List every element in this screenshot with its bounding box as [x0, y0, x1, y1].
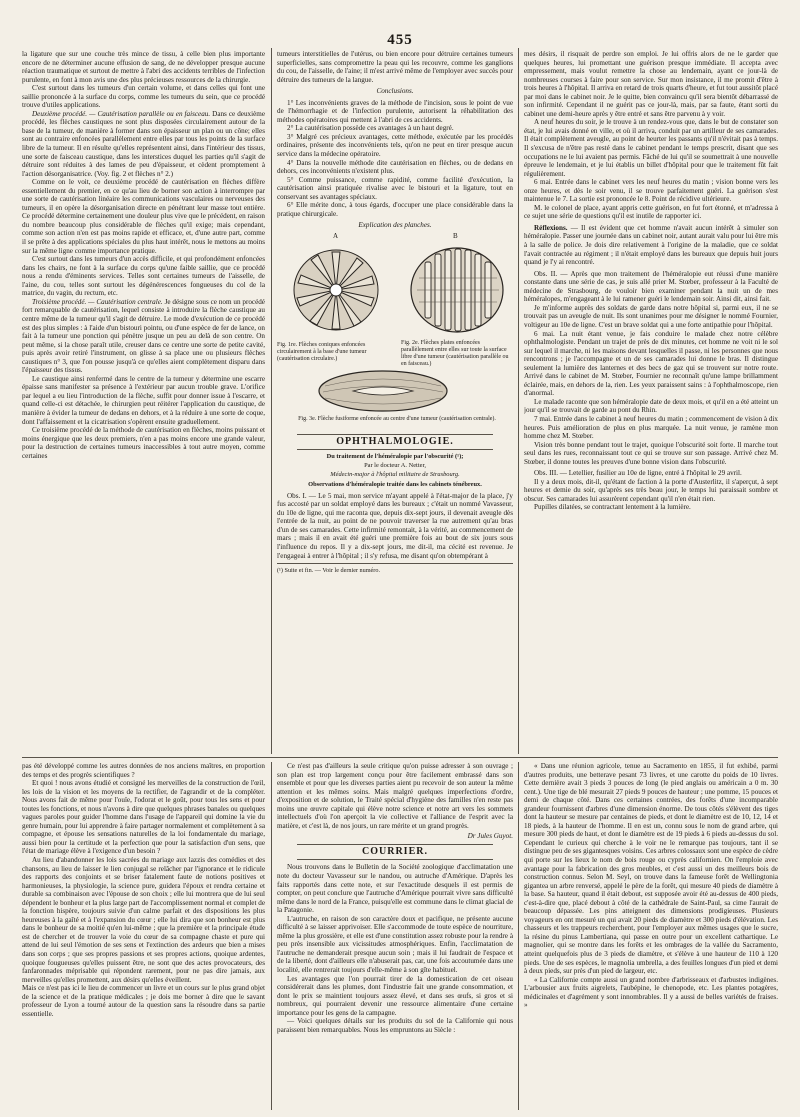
column-2 [277, 50, 513, 753]
conclusion-item: 6° Elle mérite donc, à tous égards, d'occuper une place considérable dans la pratique chirurgicale. [277, 201, 513, 218]
divider [297, 434, 493, 435]
column-3 [524, 50, 778, 753]
divider [297, 859, 493, 860]
paragraph: C'est surtout dans les tumeurs d'un accès difficile, et qui profondément enfoncées dans les chairs, ne font à la surface du corps qu'une faible saillie, que ce procédé nous a rendu d'éminents services. Telles sont certaines tumeurs de l'aisselle, de l'aine, du cou, telles sont surtout les dégénérescences fongueuses du col de la matrice, du vagin, du rectum, etc. [22, 255, 265, 298]
signature: Dr Jules Guyot. [467, 832, 513, 841]
paragraph: Je m'informe auprès des soldats de garde dans notre hôpital si, parmi eux, il ne se trouvait pas un aveugle de nuit. Ils sont unanimes pour me désigner le nommé Fournier, voltigeur au 10e de ligne. C'est un brave soldat qui a une forte antipathie pour l'hôpital. [524, 303, 778, 329]
footnote: (¹) Suite et fin. — Voir le dernier numéro. [277, 567, 381, 575]
divider [277, 563, 513, 564]
paragraph: Comme on le voit, ce deuxième procédé de cautérisation en flèches diffère essentiellement du premier, en ce qu'au lieu de borner son action à interrompre par une sorte de cautérisation linéaire les communications vasculaires ou nerveuses des tumeurs, il en opère la désorganisation directe en pénétrant leur masse tout entière. Ce procédé détermine certainement une douleur plus vive que le précédent, en raison du nombre beaucoup plus considérable de flèches qu'il exige; mais cependant, comme son action n'en est pas moins rapide et efficace, et, d'une autre part, comme il se prête à des applications spéciales du plus haut intérêt, nous le mettons au moins sur la même ligne comme importance pratique. [22, 178, 265, 255]
article-author-role: Médecin-major à l'hôpital militaire de Strasbourg. [330, 470, 460, 478]
conclusion-item: 5° Comme puissance, comme rapidité, comme facilité d'exécution, la cautérisation ainsi pratiquée rivalise avec le bistouri et la ligature, tout en conservant ses avantages spéciaux. [277, 175, 513, 201]
paragraph: pas été développé comme les autres données de nos anciens maîtres, en proportion des temps et des progrès scientifiques ? [22, 762, 265, 779]
paragraph: Pupilles dilatées, se contractant lentement à la lumière. [534, 503, 691, 512]
paragraph: A neuf heures du soir, je le trouve à un rendez-vous que, dans le but de constater son état, je lui avais donné en ville, et où il arriva, conduit par un artilleur de ses camarades. Il était complètement aveugle, au point de heurter les passants qu'il n'évitait pas à temps. Il s'excusa de n'être pas resté dans le cabinet pendant le temps prescrit, disant que ses occupations ne le lui avaient pas permis. Fâché de lui qu'il se soumettrait à une nouvelle épreuve le lendemain, et je lui établis un billet d'hôpital pour que le traitement fût fait régulièrement. [524, 118, 778, 178]
figure-1-caption: Fig. 1re. Flèches coniques enfoncées circulairement à la base d'une tumeur (cautérisation circulaire.) [277, 341, 367, 362]
paragraph: « Dans une réunion agricole, tenue au Sacramento en 1855, il fut exhibé, parmi d'autres produits, une betterave pesant 73 livres, et une carotte du poids de 10 livres. Cette dernière avait 3 pieds 3 pouces de long (le pied anglais ou américain a 0 m. 30 cent.). Une tige de blé mesurait 27 pieds 9 pouces de hauteur ; une pomme, 15 pouces et demi de chaque côté. Dans ces certaines contrées, des forêts d'une incomparable grandeur fournissent d'arbres d'une dimension énorme. De tous côtés s'élèvent des tiges dont la hauteur se mesure par centaines de pieds, et dont le diamètre est de 10, 12, 14 et 18 pieds, à la hauteur de l'homme. Il en est un, connu sous le nom de grand arbre, qui mesure 300 pieds de haut, et dont le diamètre est de 19 pieds à 6 pieds au-dessus du sol. Cependant le curieux qui cherche à le voir ne le remarque pas toujours, tant il se distingue peu de ses gigantesques voisins. Ces arbres colossaux sont une espèce de cèdre qui porte sur les lieux le nom de bois rouge ou cyprès californien. On l'emploie avec avantage pour la fabrication des gros meubles, et c'est aussi un des meilleurs bois de construction connus. Selon M. Seyl, on trouve dans la fameuse forêt de Wellingtonia gigantea un arbre renversé, appelé le père de la forêt, qui mesure 40 pieds de diamètre à la base. Sa hauteur, quand il était debout, est supposée avoir été au-dessus de 400 pieds, c'est-à-dire que, placé debout à côté de la cathédrale de Saint-Paul, sa cime l'aurait de beaucoup dépassée. Les pins atteignent des dimensions prodigieuses. Plusieurs voyageurs en ont mesuré un qui avait 20 pieds de diamètre et 300 pieds d'élévation. Les chasseurs et les trappeurs recherchent, pour l'employer aux mêmes usages que le sucre, la résine du pinus Lambertiana, qui passe en outre pour un excellent cathartique. Le magnolier, qui se montre dans les forêts et les ombrages de la vallée du Sacramento, atteint quelquefois plus de 3 pieds de diamètre, et s'élève à une hauteur de 110 à 120 pieds. Une de ses espèces, le magnolia umbrella, a des feuilles longues d'un pied et demi à deux pieds, sur près d'un pied de largeur, etc. [524, 762, 778, 976]
figures-plate [277, 232, 513, 422]
bottom-column-2 [277, 762, 513, 1110]
figure-2-caption: Fig. 2e. Flèches plates enfoncées parallèlement entre elles sur toute la surface libre d'une tumeur (cautérisation parallèle ou en faisceau.) [401, 339, 509, 367]
figure-1-illustration [281, 238, 391, 338]
paragraph: 7 mai. Entrée dans le cabinet à neuf heures du matin ; commencement de vision à dix heures. Puis amélioration de plus en plus marquée. La nuit venue, je ramène mon homme chez M. Stœber. [524, 414, 778, 441]
section-title-ophthalmologie: OPHTHALMOLOGIE. [336, 435, 454, 447]
figure-2-illustration [405, 238, 509, 338]
column-rule [271, 762, 272, 1110]
paragraph: L'autruche, en raison de son caractère doux et pacifique, ne présente aucune difficulté à se laisser apprivoiser. Elle s'accommode de toute espèce de nourriture, même la plus grossière, et elle est d'une constitution assez robuste pour la rendre à peu près insensible aux vicissitudes atmosphériques. Enfin, l'acclimatation de l'autruche ne demanderait presque aucun soin ; mais il lui faudrait de l'espace et de la liberté, dont d'ailleurs elle n'abuserait pas, car, une fois accoutumée dans une localité, elle rentrerait toujours d'elle-même à son gîte habituel. [277, 914, 513, 975]
figure-label-a: A [333, 231, 339, 240]
column-1 [22, 50, 265, 753]
paragraph-text: — Il est évident que cet homme n'avait aucun intérêt à simuler son héméralopie. Passer une journée dans un cabinet noir, autant aurait valu pour lui être mis à la salle de police. Je dois dire relativement à l'origine de la maladie, que ce soldat l'avait contractée au régiment ; il n'était employé dans les bureaux que depuis huit jours quand je l'y ai rencontré. [524, 223, 778, 267]
paragraph: Ce troisième procédé de la méthode de cautérisation en flèches, moins puissant et moins énergique que les deux premiers, n'en a pas moins encore une grande valeur, pour la destruction de certaines tumeurs inaccessibles à tout autre moyen, comme certaines [22, 426, 265, 460]
paragraph: « La Californie compte aussi un grand nombre d'arbrisseaux et d'arbustes indigènes. L'arbousier aux fruits aigrelets, l'aubépine, le chenopode, etc. Les plantes potagères, médicinales et d'agrément y sont innombrables. Il y a aussi de belles variétés de fraises. » [524, 975, 778, 1010]
paragraph: Le caustique ainsi renfermé dans le centre de la tumeur y détermine une escarre épaisse sans manifester sa présence à l'extérieur par aucun trouble grave. L'orifice par lequel a eu lieu l'introduction de la flèche, suffit pour donner issue à l'escarre, et quand celle-ci est détachée, le chirurgien peut réitérer l'application du caustique, de manière à évider la tumeur de dedans en dehors, et à la réduire à une sorte de coque, dont l'affaissement et la cicatrisation s'opèrent ensuite graduellement. [22, 374, 265, 426]
paragraph: Il y a deux mois, dit-il, qu'étant de faction à la porte d'Austerlitz, il s'aperçut, à sept heures et demie du soir, qu'après ses très beau jour, le temps lui paraissait sombre et obscur. Ses camarades lui assurèrent cependant qu'il n'en était rien. [524, 477, 778, 503]
column-rule [518, 48, 519, 754]
paragraph: Nous trouvons dans le Bulletin de la Société zoologique d'acclimatation une note du docteur Vavasseur sur le nandou, ou autruche d'Amérique. D'après les faits rapportés dans cette note, et sur l'exactitude desquels il est permis de compter, on peut conclure que l'autruche d'Amérique pourrait vivre sans difficulté même dans le nord de la France, puisqu'elle est commune dans le climat glacial de la Patagonie. [277, 863, 513, 915]
paragraph-text: Dans ce deuxième procédé, les flèches caustiques ne sont plus disposées circulairement autour de la base de la tumeur, de manière à former dans son épaisseur un plan ou un cône; elles sont au contraire enfoncées parallèlement entre elles par tous les points de la surface libre de la tumeur. Il en résulte qu'elles représentent ainsi, dans l'intérieur des tissus, une sorte de faisceau caustique, dans les interstices duquel les parties qu'il s'agit de détruire sont réduites à des lames de peu d'épaisseur, et cèdent promptement à l'action désorganisatrice. (Voy. fig. 2 et flèches n° 2.) [22, 109, 265, 178]
paragraph: Vision très bonne pendant tout le trajet, quoique l'obscurité soit forte. Il marche tout seul dans les rues, reconnaissant tout ce qui se trouve sur son passage. Arrivé chez M. Stœber, il donne toutes les preuves d'une bonne vision dans l'obscurité. [524, 440, 778, 466]
paragraph-text: Je désigne sous ce nom un procédé fort remarquable de cautérisation, lequel consiste à introduire la flèche caustique au centre même de la tumeur qu'il s'agit de détruire. Le mode d'exécution de ce procédé est des plus simples : à l'aide d'un bistouri pointu, ou d'une espèce de fer de lance, on fait à la tumeur une ponction qui pénètre jusque un peu au delà de son centre. On peut même, si la chose paraît utile, creuser dans ce centre une sorte de petite cavité, puis après avoir retiré l'instrument, on glisse à sa place une ou plusieurs flèches caustiques n° 3, que l'on pousse jusqu'à ce qu'elles aient complètement disparu dans l'épaisseur des tissus. [22, 297, 265, 375]
section-title-courrier: COURRIER. [362, 845, 428, 857]
paragraph: Le malade raconte que son héméralopie date de deux mois, et qu'il en a été atteint un jour qu'il se trouvait de garde au pont du Rhin. [524, 397, 778, 415]
observation-2: Obs. II. — Après que mon traitement de l'héméralopie eut réussi d'une manière constante dans une série de cas, je suis allé prier M. Stœber, professeur à la Faculté de médecine de Strasbourg, de vouloir bien examiner pendant la nuit un de mes héméralopes, m'engageant à le lui ramener guéri le lendemain soir. Ainsi dit, ainsi fait. [524, 269, 778, 304]
paragraph: C'est surtout dans les tumeurs d'un certain volume, et dans celles qui font une saillie prononcée à la surface du corps, comme les tumeurs du sein, que ce procédé trouve d'utiles applications. [22, 84, 265, 110]
paragraph: — Voici quelques détails sur les produits du sol de la Californie qui nous paraissent bien remarquables. Nous les empruntons au Siècle : [277, 1017, 513, 1034]
paragraph: 6 mai. La nuit étant venue, je fais conduire le malade chez notre célèbre ophthalmologiste. Pendant un trajet de près de dix minutes, cet homme ne voit ni le sol sur lequel il marche, ni les maisons devant lesquelles il passe, ni les personnes que nous rencontrons ; je l'accompagne et un de ses camarades lui donne le bras. Il distingue seulement la lumière des lanternes et des becs de gaz qui se trouvent sur notre route. Arrivé dans le cabinet de M. Stœber, Fournier ne reconnaît qu'une lampe brillamment éclairée, mais, en dehors de la, rien. Les yeux paraissent sains : à l'ophthalmoscope, rien d'anormal. [524, 329, 778, 398]
divider [297, 449, 493, 450]
plates-title: Explication des planches. [358, 221, 432, 230]
conclusions-title: Conclusions. [376, 87, 414, 96]
article-author: Par le docteur A. Netter, [364, 462, 426, 470]
page-number: 455 [387, 32, 413, 48]
figure-3-illustration [313, 368, 453, 414]
figure-label-b: B [453, 231, 458, 240]
paragraph: Au lieu d'abandonner les lois sacrées du mariage aux lazzis des comédies et des chansons, au lieu de laisser le lien conjugal se relâcher par l'ignorance et le ridicule des rapports des conjoints et se briser fatalement faute de notions positives et harmonieuses, la physiologie, la science pure, guidera l'époux et rendra certaine et durable sa combinaison avec l'épouse de son choix ; elle lui montrera que de lui seul dépendent le bonheur et la plus large part de l'accomplissement normal et complet de la fonction hispère, toujours suivie d'un calme parfait et des dispositions les plus heureuses à la gaîté et à l'expansion du cœur ; elle lui dira que son bonheur est plus dans le bonheur de sa moitié qu'en lui-même ; que la première et la principale étude est de chercher et de trouver la voie du cœur de sa compagne chaste et pure qui attend de lui seul l'émotion de ses sens et l'extinction des ardeurs que bien a mises dans son corps ; que ses propres passions et ses propres actions, quoique ardentes, quoique fougueuses qu'elles puissent être, ne sont que des actes provocateurs, des fanfaronnades méprisable qui répondent rarement, pour ne pas dire jamais, aux merveilles qu'elles promettent, aux désirs qu'elles éveillent. [22, 856, 265, 984]
reflections-title: Réflexions. [534, 223, 568, 232]
bottom-column-3 [524, 762, 778, 1110]
paragraph: Ce n'est pas d'ailleurs la seule critique qu'on puisse adresser à son ouvrage ; son plan est trop largement conçu pour être facilement embrassé dans son ensemble et pour que les diverses parties aient pu recevoir de son auteur la même attention et les mêmes soins. Mais malgré quelques imperfections d'ordre, d'exposition et de solution, le Traité spécial d'hygiène des familles n'en reste pas moins une œuvre capitale qui élève notre science et notre art vers les sommets intellectuels d'où l'on aperçoit la vie collective et l'alliance de l'esprit avec la matière, et c'est là, de nos jours, un rare mérite et un grand progrès. [277, 762, 513, 830]
observation-3: Obs. III. — Letellier, fusilier au 10e de ligne, entré à l'hôpital le 29 avril. [534, 469, 742, 478]
figure-3-caption: Fig. 3e. Flèche fusiforme enfoncée au centre d'une tumeur (cautérisation centrale). [298, 415, 496, 422]
paragraph: tumeurs interstitielles de l'utérus, ou bien encore pour détruire certaines tumeurs superficielles, sans compromettre la peau qui les recouvre, comme les ganglions du cou, de l'aisselle, de l'aine; il m'est arrivé même de l'employer avec succès pour détruire des tumeurs de la langue. [277, 50, 513, 84]
procedure-title: Troisième procédé. — Cautérisation centrale. [32, 297, 163, 306]
paragraph [22, 298, 265, 375]
conclusion-item: 3° Malgré ces précieux avantages, cette méthode, exécutée par les procédés ordinaires, présente des inconvénients tels, qu'on ne peut en tirer presque aucun service dans la médecine opératoire. [277, 132, 513, 159]
procedure-title: Deuxième procédé. — Cautérisation parallèle ou en faisceau. [32, 109, 211, 118]
column-rule [271, 48, 272, 754]
conclusion-item: 2° La cautérisation possède ces avantages à un haut degré. [287, 124, 454, 133]
paragraph: la ligature que sur une couche très mince de tissu, à celle bien plus importante encore de ne déterminer aucune effusion de sang, de ne développer presque aucune réaction traumatique et surtout de mettre à l'abri des accidents terribles de l'infection purulente, en font à mon avis une des plus précieuses ressources de la chirurgie. [22, 50, 265, 84]
paragraph [524, 224, 778, 267]
observation-1: Obs. I. — Le 5 mai, mon service m'ayant appelé à l'état-major de la place, j'y fus accosté par un soldat employé dans les bureaux ; c'était un nommé Vavasseur, du 10e de ligne, qui me raconta que, depuis dix-sept jours, il devenait aveugle dès l'entrée de la nuit, au point de ne pouvoir traverser la rue autrement qu'au bras d'un de ses camarades. Cette infirmité remontait, à la vérité, au commencement de mars ; mais il en avait été guéri une première fois au bout de six jours sous l'influence du repos. Il y a dix-sept jours, me dit-il, ma cécité est revenue. Je l'engageai à entrer à l'hôpital ; il s'y refusa, me disant qu'on obtempérant à [277, 491, 513, 560]
paragraph: mes désirs, il risquait de perdre son emploi. Je lui offris alors de ne le garder que quelques heures, lui promettant une guérison presque immédiate. Il accepta avec empressement, mais voulut remettre la chose au lendemain, ayant ce jour-là de nombreuses courses à faire pour son service. Sur mon insistance, il me promit d'être à trois heures à l'hôpital. Il arriva en retard de trois quarts d'heure, et fut tout aussitôt placé par moi dans le cabinet noir. Je le quitte, bien convaincu qu'il sera bientôt débarrassé de son infirmité. Cependant il ne guérit pas ce jour-là, mais, par sa faute, étant sorti du cabinet une demi-heure après y être entré et sans être parvenu à y voir. [524, 50, 778, 118]
observations-title: Observations d'héméralopie traitée dans les cabinets ténébreux. [308, 481, 482, 489]
paragraph: Et quoi ! nous avons étudié et consigné les merveilles de la construction de l'œil, les lois de la vision et les moyens de la rectifier, de l'agrandir et de la compléter. Nous avons fait de même pour l'ouïe, l'odorat et le goût, pour tous les sens et pour toutes les fonctions, et nous n'avons à dire que quelques phrases banales ou quelques vagues paroles pour guider l'homme dans l'usage de l'appareil qui domine la vie du genre humain, pour lui apprendre à faire partager normalement et complètement à sa compagne, et épouse les sensations naturelles de la loi fondamentale du mariage, aussi bien pour la certitude et la perfection que pour la satisfaction d'un sens, que l'état de mariage élève à l'exigence d'un besoin ? [22, 779, 265, 856]
paragraph [22, 110, 265, 178]
bottom-column-1 [22, 762, 265, 1110]
paragraph: M. le colonel de place, ayant appris cette guérison, en fut fort étonné, et m'adressa à ce sujet une série de questions qu'il est inutile de rapporter ici. [524, 203, 778, 221]
paragraph: Les avantages que l'on pourrait tirer de la domestication de cet oiseau considérerait dans les plumes, dont l'industrie fait une grande consommation, et dont le prix se maintient toujours assez élevé, et dans ses œufs, si gros et si nombreux, qui pourraient devenir une ressource alimentaire d'une certaine importance pour les gens de la campagne. [277, 974, 513, 1017]
paragraph: 6 mai. Entrée dans le cabinet vers les neuf heures du matin ; vision bonne vers les onze heures, et dès le soir venu, il se trouve parfaitement guéri. La guérison s'est maintenue le 7. La sortie est prononcée le 8. Point de récidive ultérieure. [524, 178, 778, 204]
divider [297, 844, 493, 845]
column-rule [518, 762, 519, 1110]
paragraph: Mais ce n'est pas ici le lieu de commencer un livre et un cours sur le plus grand objet de la science et de la pratique médicales ; je dois me borner à dire que le savant professeur de Lyon a tourné autour de la question sans la résoudre dans sa partie essentielle. [22, 984, 265, 1018]
conclusion-item: 4° Dans la nouvelle méthode dite cautérisation en flèches, ou de dedans en dehors, ces inconvénients n'existent plus. [277, 158, 513, 176]
section-rule [22, 757, 778, 758]
article-title: Du traitement de l'héméralopie par l'obscurité (¹); [326, 453, 464, 461]
conclusion-item: 1° Les inconvénients graves de la méthode de l'incision, sous le point de vue de l'hémorrhagie et de l'infection purulente, autorisent la réhabilitation des méthodes opératoires qui mettent à l'abri de ces accidents. [277, 98, 513, 124]
